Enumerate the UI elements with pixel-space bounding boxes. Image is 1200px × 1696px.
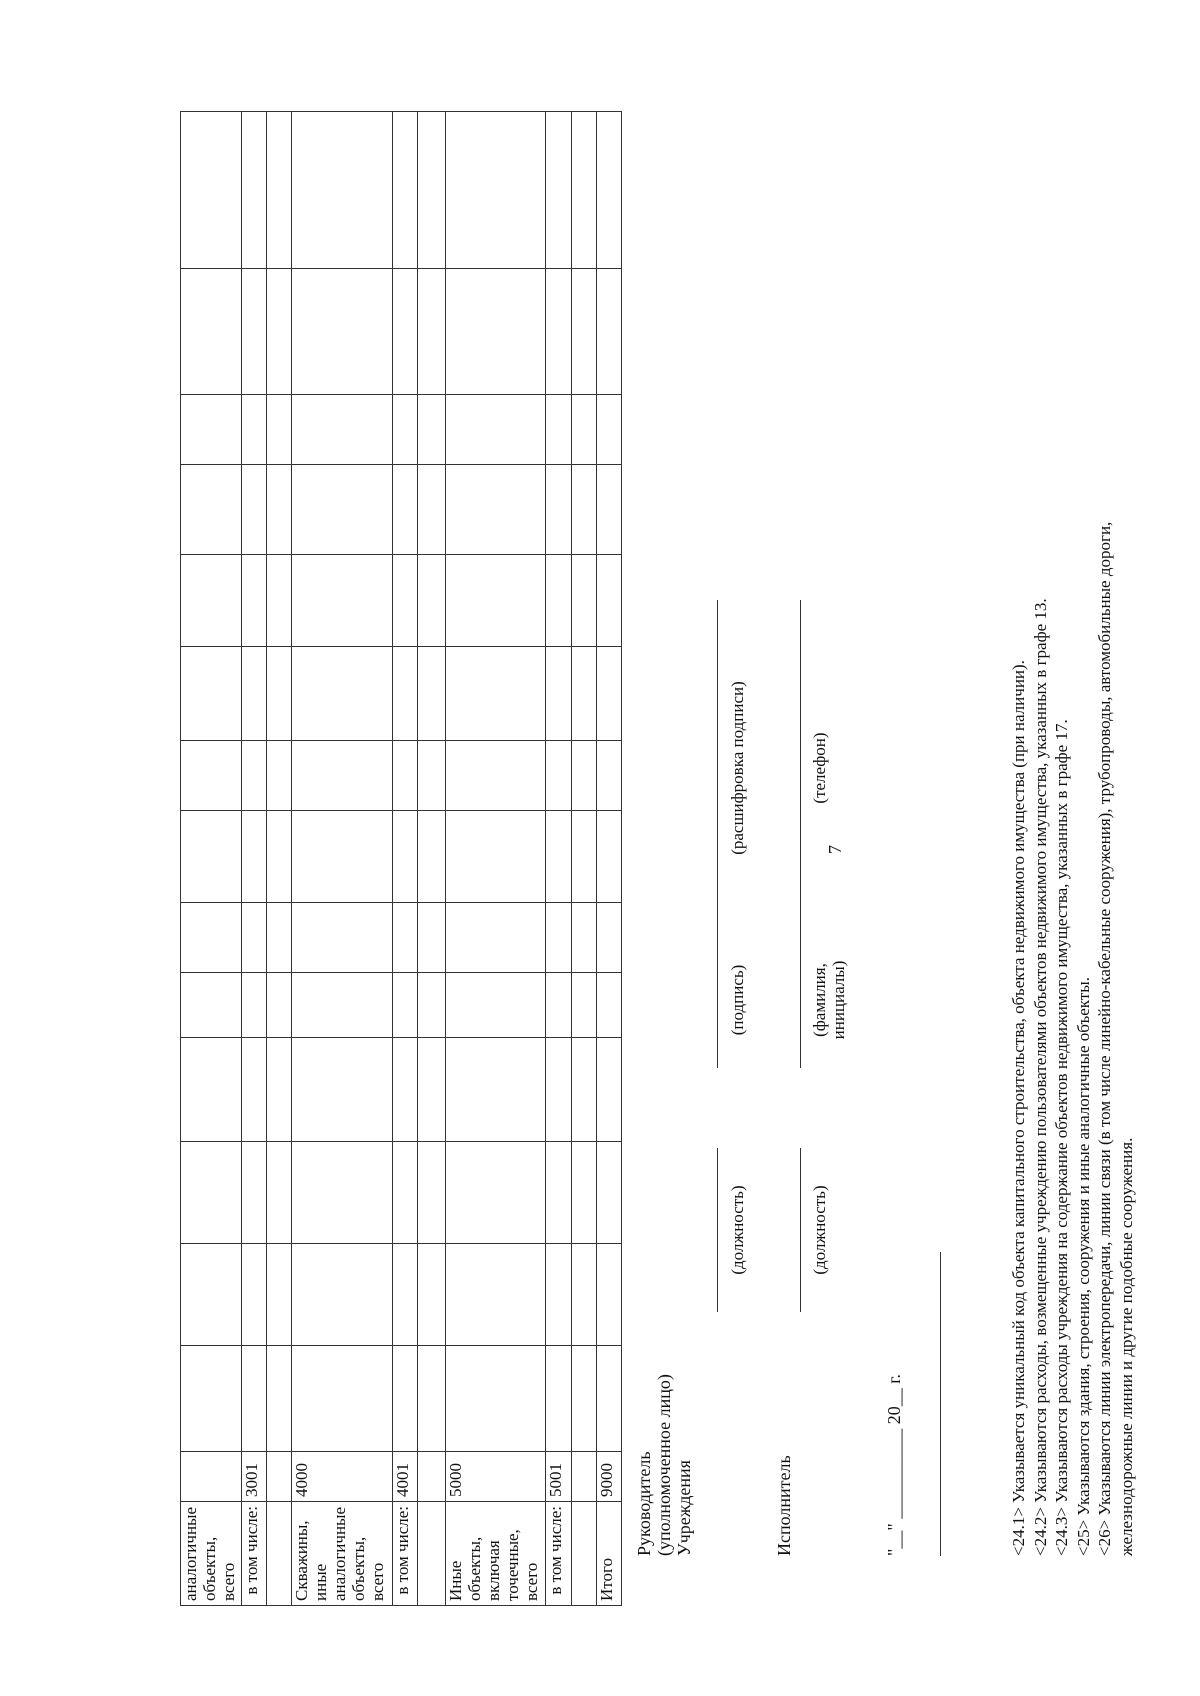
position-line	[717, 1148, 718, 1312]
footnote-26-cont: железнодорожные линии и другие подобные сооружения.	[1116, 1137, 1136, 1556]
head-label	[634, 1374, 694, 1556]
row-label: в том числе:	[546, 1502, 571, 1606]
head-line-3: Учреждения	[674, 1460, 694, 1556]
table-row	[445, 112, 546, 1606]
row-code: 4000	[292, 1452, 393, 1502]
table-row-total	[596, 112, 621, 1606]
row-label: Иные объекты, включая точечные, всего	[445, 1502, 546, 1606]
caption-position-2: (должность)	[810, 1185, 829, 1275]
table-row	[292, 112, 393, 1606]
signature-line	[717, 932, 718, 1068]
report-table	[180, 111, 622, 1606]
executor-label: Исполнитель	[774, 1455, 794, 1556]
row-code: 4001	[393, 1452, 418, 1502]
row-code: 5000	[445, 1452, 546, 1502]
table-row	[571, 112, 596, 1606]
page-number: 7	[825, 845, 845, 854]
row-label	[418, 1502, 445, 1606]
table-row	[241, 112, 266, 1606]
row-code	[267, 1452, 292, 1502]
row-code	[418, 1452, 445, 1502]
caption-position: (должность)	[728, 1185, 747, 1275]
row-label: Итого	[596, 1502, 621, 1606]
date-line: "__" __________ 20__ г.	[884, 1373, 904, 1556]
row-code	[571, 1452, 596, 1502]
name-line	[800, 932, 801, 1068]
row-code: 5001	[546, 1452, 571, 1502]
table-row	[393, 112, 418, 1606]
phone-line	[800, 600, 801, 936]
decoding-line	[717, 600, 718, 936]
footnote-24-3: <24.3> Указываются расходы учреждения на содержание объектов недвижимого имущества, указанных в графе 17.	[1052, 719, 1071, 1556]
footnote-24-2: <24.2> Указываются расходы, возмещенные учреждению пользователями объектов недвижимого имущества, указанных в графе 13.	[1030, 598, 1050, 1556]
table-row	[267, 112, 292, 1606]
footnote-separator	[940, 1252, 941, 1556]
row-label	[571, 1502, 596, 1606]
row-label: в том числе:	[241, 1502, 266, 1606]
row-code: 3001	[241, 1452, 266, 1502]
row-code: 9000	[596, 1452, 621, 1502]
row-label	[267, 1502, 292, 1606]
position-line-2	[800, 1148, 801, 1312]
footnote-25: <25> Указываются здания, строения, сооружения и иные аналогичные объекты.	[1073, 977, 1093, 1556]
caption-signature: (подпись)	[728, 964, 747, 1036]
footnote-24-1: <24.1> Указывается уникальный код объекта капитального строительства, объекта недвижимого имущества (при наличии).	[1009, 660, 1028, 1556]
row-label: аналогичные объекты, всего	[181, 1502, 242, 1606]
footnotes	[1008, 56, 1137, 1556]
table-row	[546, 112, 571, 1606]
row-label: Скважины, иные аналогичные объекты, всего	[292, 1502, 393, 1606]
row-label: в том числе:	[393, 1502, 418, 1606]
caption-phone: (телефон)	[810, 732, 829, 804]
head-line-2: (уполномоченное лицо)	[654, 1374, 674, 1556]
row-code	[181, 1452, 242, 1502]
caption-decoding: (расшифровка подписи)	[728, 681, 747, 855]
table-row	[418, 112, 445, 1606]
head-line-1: Руководитель	[634, 1451, 654, 1556]
footnote-26: <26> Указываются линии электропередачи, линии связи (в том числе линейно-кабельные сооружения), трубопроводы, автомобильные дороги,	[1095, 521, 1114, 1556]
caption-name: (фамилия, инициалы)	[810, 960, 848, 1040]
table-row	[181, 112, 242, 1606]
